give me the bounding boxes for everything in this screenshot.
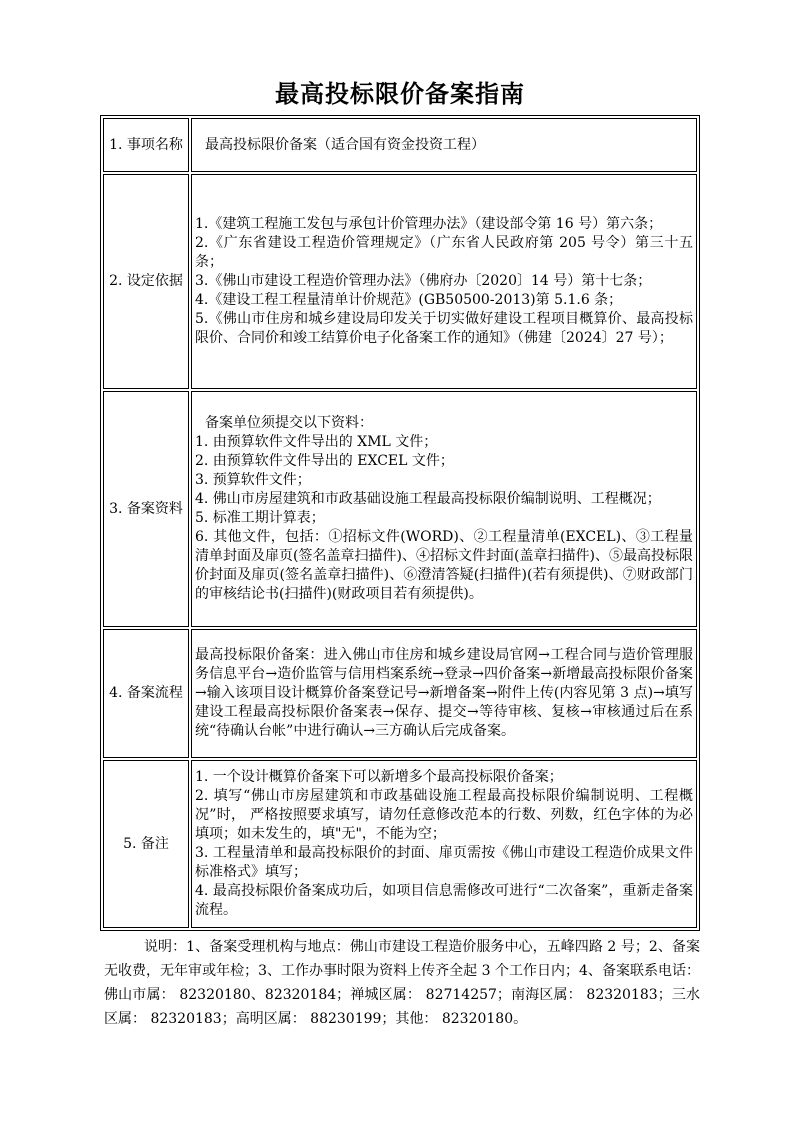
row-label: 4. 备案流程 <box>103 629 189 758</box>
row-content <box>191 760 697 928</box>
row-content <box>191 391 697 627</box>
content-line: 4.《建设工程工程量清单计价规范》(GB50500-2013)第 5.1.6 条； <box>195 292 623 308</box>
page-title: 最高投标限价备案指南 <box>275 80 525 108</box>
row-label: 1. 事项名称 <box>103 118 189 172</box>
guide-table <box>100 115 700 931</box>
content-line: 3. 工程量清单和最高投标限价的封面、扉页需按《佛山市建设工程造价成果文件标准格式》填写； <box>195 845 693 880</box>
content-line: 3. 预算软件文件； <box>195 472 311 488</box>
content-line: 4. 佛山市房屋建筑和市政基础设施工程最高投标限价编制说明、工程概况； <box>195 491 661 507</box>
content-line: 1. 由预算软件文件导出的 XML 文件； <box>195 434 438 450</box>
table-row <box>103 760 697 928</box>
row-content <box>191 118 697 172</box>
content-line: 2.《广东省建设工程造价管理规定》（广东省人民政府第 205 号令）第三十五条； <box>195 235 693 270</box>
row-label: 3. 备案资料 <box>103 391 189 627</box>
row-label: 2. 设定依据 <box>103 174 189 389</box>
row-content <box>191 629 697 758</box>
content-line: 3.《佛山市建设工程造价管理办法》（佛府办〔2020〕14 号）第十七条； <box>195 273 652 289</box>
table-row <box>103 391 697 627</box>
content-line: 4. 最高投标限价备案成功后，如项目信息需修改可进行“二次备案”，重新走备案流程。 <box>195 883 693 918</box>
row-label: 5. 备注 <box>103 760 189 928</box>
content-line: 最高投标限价备案（适合国有资金投资工程） <box>205 136 485 153</box>
content-line: 备案单位须提交以下资料： <box>205 415 373 431</box>
notes-text: 说明：1、备案受理机构与地点：佛山市建设工程造价服务中心，五峰四路 2 号；2、备案无收费，无年审或年检；3、工作办事时限为资料上传齐全起 3 个工作日内；4、备案联系电话：佛山市属： 82320180、82320184；禅城区属： 82714257；南海区属： 82320183；三水区属： 82320183；高明区属： 88230199；其他： 82320180。 <box>104 939 700 1027</box>
row-content <box>191 174 697 389</box>
table-row <box>103 174 697 389</box>
content-line: 1. 一个设计概算价备案下可以新增多个最高投标限价备案； <box>195 769 563 785</box>
content-line: 5. 标准工期计算表； <box>195 510 325 526</box>
content-line: 2. 填写“佛山市房屋建筑和市政基础设施工程最高投标限价编制说明、工程概况”时， 严格按照要求填写，请勿任意修改范本的行数、列数，红色字体的为必填项；如未发生的，填"无"，不能为空； <box>195 788 693 842</box>
content-line: 6. 其他文件，包括：①招标文件(WORD)、②工程量清单(EXCEL)、③工程量清单封面及扉页(签名盖章扫描件)、④招标文件封面(盖章扫描件)、⑤最高投标限价封面及扉页(签名盖章扫描件)、⑥澄清答疑(扫描件)(若有须提供)、⑦财政部门的审核结论书(扫描件)(财政项目若有须提供)。 <box>195 529 693 602</box>
content-line: 最高投标限价备案：进入佛山市住房和城乡建设局官网→工程合同与造价管理服务信息平台→造价监管与信用档案系统→登录→四价备案→新增最高投标限价备案→输入该项目设计概算价备案登记号→新增备案→附件上传(内容见第 3 点)→填写建设工程最高投标限价备案表→保存、提交→等待审核、复核→审核通过后在系统“待确认台帐”中进行确认→三方确认后完成备案。 <box>195 647 693 739</box>
table-row <box>103 629 697 758</box>
content-line: 2. 由预算软件文件导出的 EXCEL 文件； <box>195 453 454 469</box>
table-row <box>103 118 697 172</box>
content-line: 5.《佛山市住房和城乡建设局印发关于切实做好建设工程项目概算价、最高投标限价、合同价和竣工结算价电子化备案工作的通知》（佛建〔2024〕27 号）； <box>195 311 693 346</box>
notes-section <box>104 935 700 1031</box>
content-line: 1.《建筑工程施工发包与承包计价管理办法》（建设部令第 16 号）第六条； <box>195 216 663 232</box>
